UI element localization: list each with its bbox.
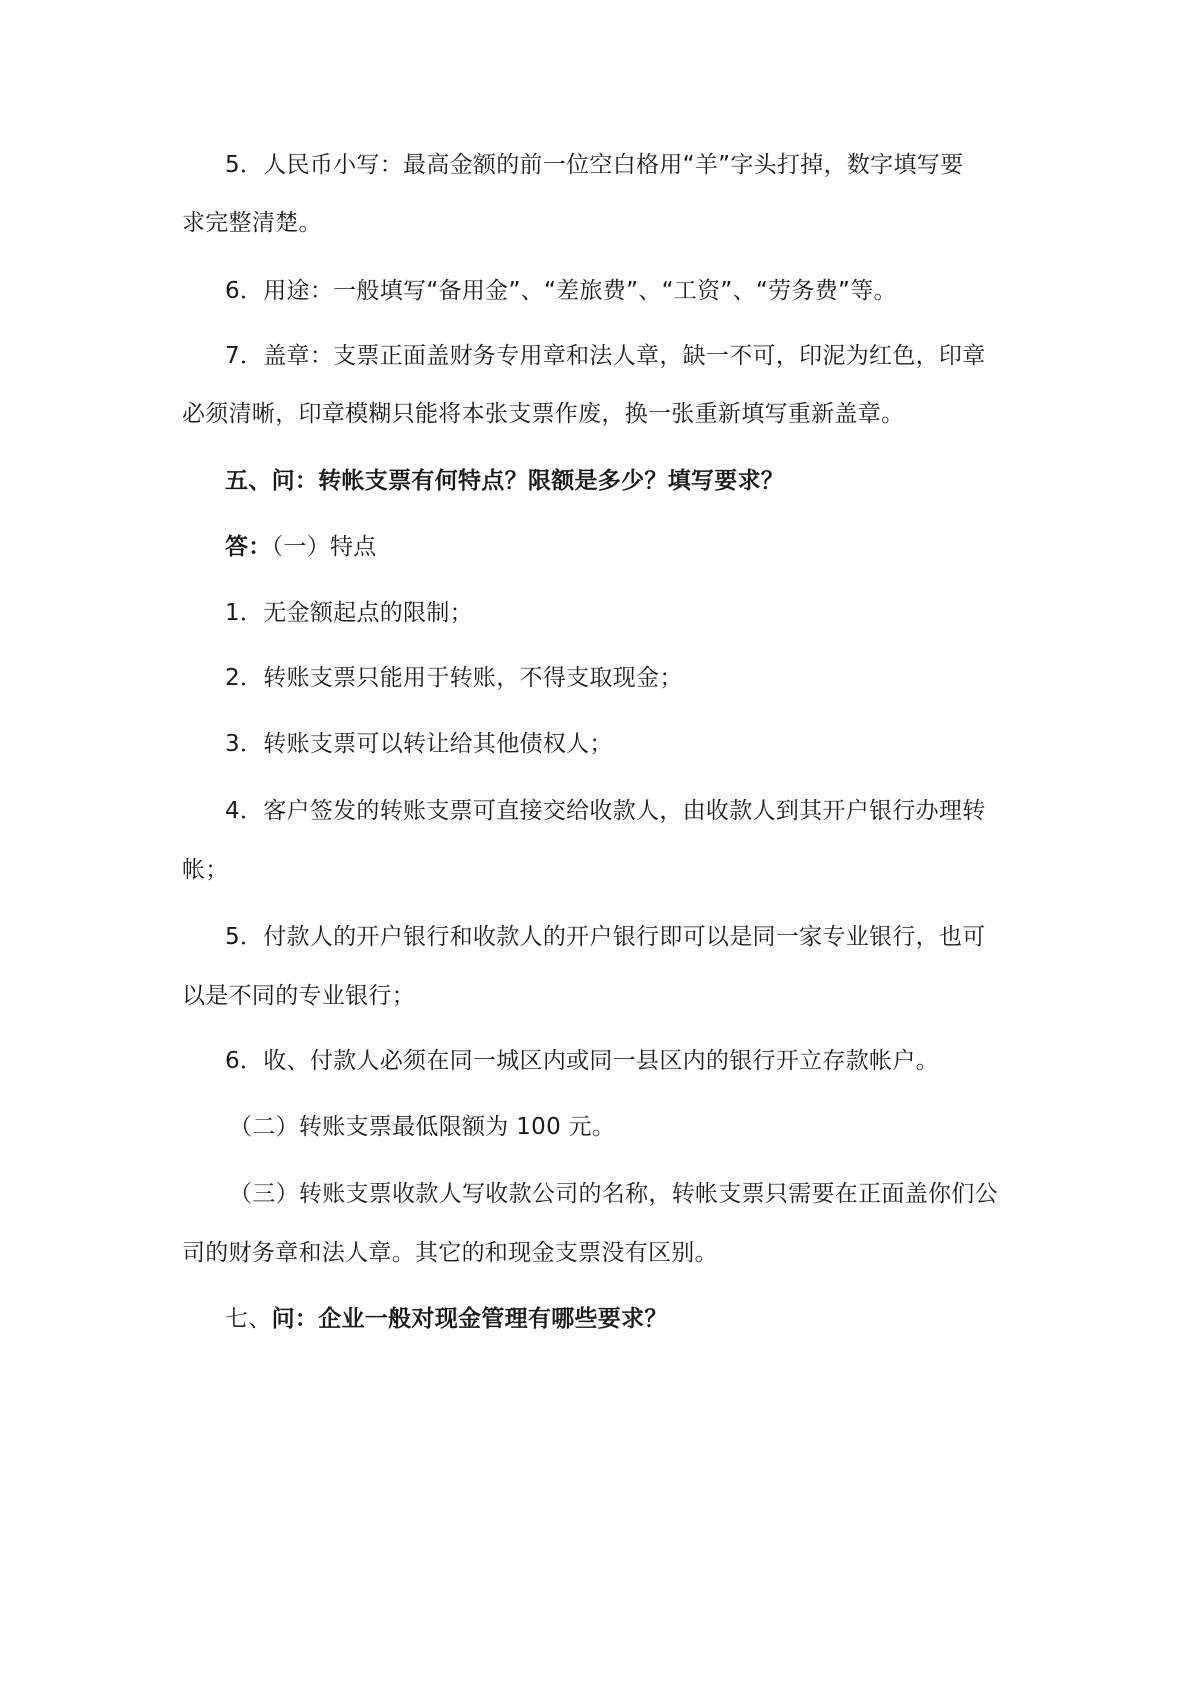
list-item: 5．付款人的开户银行和收款人的开户银行即可以是同一家专业银行，也可 (225, 924, 986, 950)
paragraph-line: 司的财务章和法人章。其它的和现金支票没有区别。 (182, 1240, 718, 1266)
paragraph-line: 必须清晰，印章模糊只能将本张支票作废，换一张重新填写重新盖章。 (182, 401, 905, 427)
paragraph-line: （三）转账支票收款人写收款公司的名称，转帐支票只需要在正面盖你们公 (229, 1181, 998, 1207)
list-item: 6．收、付款人必须在同一城区内或同一县区内的银行开立存款帐户。 (225, 1048, 939, 1074)
paragraph-line: 求完整清楚。 (182, 210, 322, 236)
list-item: 以是不同的专业银行； (182, 983, 415, 1009)
section-heading (225, 1304, 1085, 1334)
section-heading: 五、问：转帐支票有何特点？限额是多少？填写要求？ (225, 468, 785, 494)
answer-label: 答： (225, 534, 272, 560)
list-item: 4．客户签发的转账支票可直接交给收款人，由收款人到其开户银行办理转 (225, 798, 986, 824)
section-question: 问：企业一般对现金管理有哪些要求？ (271, 1306, 668, 1332)
answer-subheading: （一）特点 (271, 534, 377, 560)
paragraph-line: 6．用途：一般填写“备用金”、“差旅费”、“工资”、“劳务费”等。 (225, 278, 897, 304)
list-item: 帐； (182, 857, 229, 883)
answer-line (225, 532, 1085, 562)
paragraph-line: 5．人民币小写：最高金额的前一位空白格用“羊”字头打掉，数字填写要 (225, 152, 964, 178)
section-number: 七、 (225, 1306, 272, 1332)
paragraph-line: 7．盖章：支票正面盖财务专用章和法人章，缺一不可，印泥为红色，印章 (225, 343, 986, 369)
paragraph-line: （二）转账支票最低限额为 100 元。 (229, 1114, 616, 1140)
list-item: 2．转账支票只能用于转账，不得支取现金； (225, 665, 683, 691)
list-item: 1．无金额起点的限制； (225, 600, 473, 626)
list-item: 3．转账支票可以转让给其他债权人； (225, 731, 613, 757)
